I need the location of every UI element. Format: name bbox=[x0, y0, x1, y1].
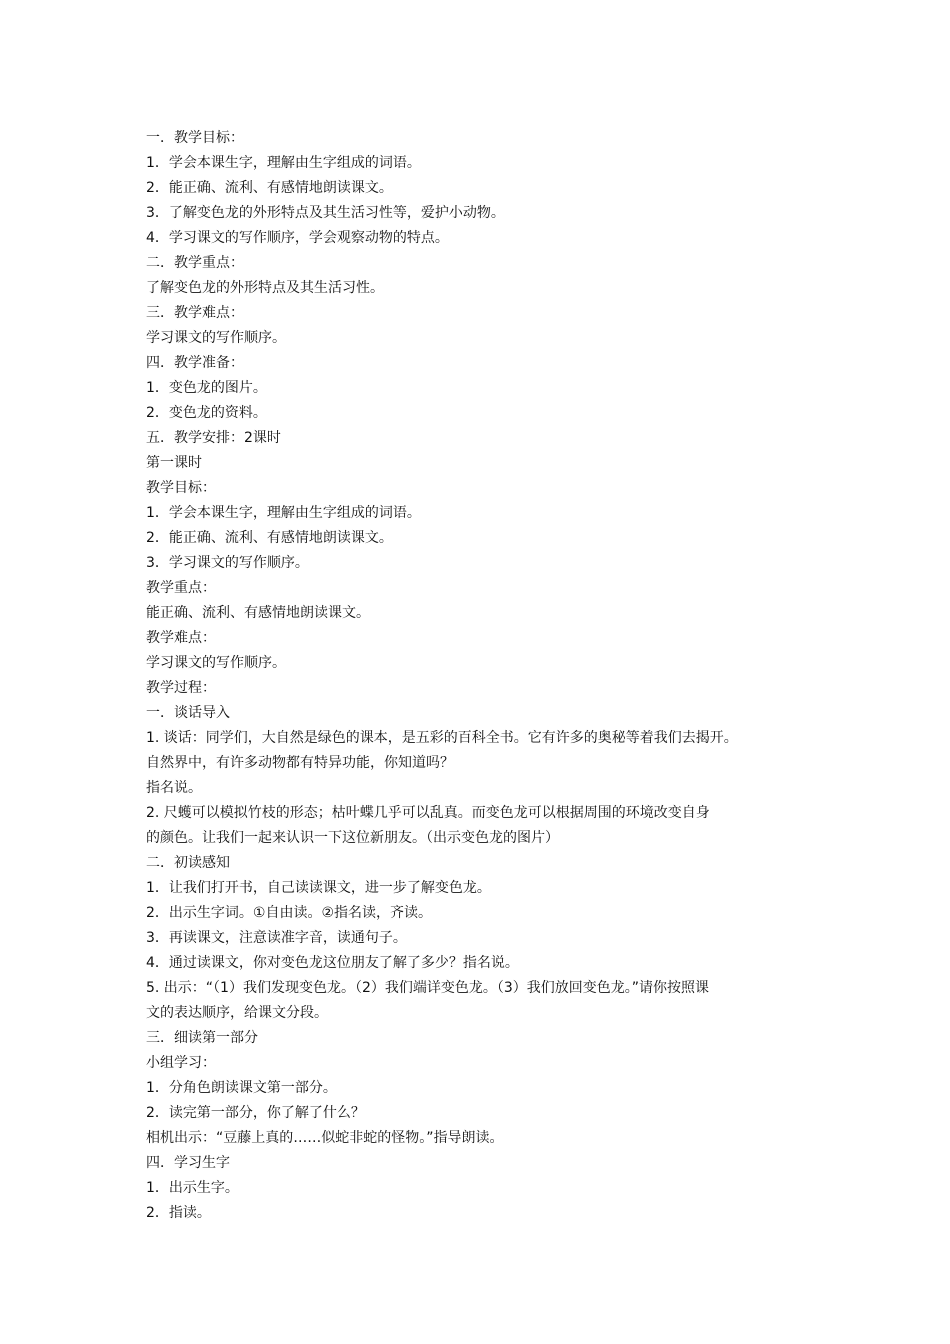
text-line: 3．学习课文的写作顺序。 bbox=[146, 555, 309, 571]
text-line: 2．能正确、流利、有感情地朗读课文。 bbox=[146, 180, 393, 196]
text-line: 一．教学目标： bbox=[146, 130, 244, 146]
text-line: 2．变色龙的资料。 bbox=[146, 405, 267, 421]
text-line: 教学目标： bbox=[146, 480, 216, 496]
text-line: 相机出示：“豆藤上真的……似蛇非蛇的怪物。”指导朗读。 bbox=[146, 1130, 504, 1146]
text-line: 2．出示生字词。①自由读。②指名读，齐读。 bbox=[146, 905, 433, 921]
text-line: 1．让我们打开书，自己读读课文，进一步了解变色龙。 bbox=[146, 880, 491, 896]
text-line: 教学重点： bbox=[146, 580, 216, 596]
text-line: 教学过程： bbox=[146, 680, 216, 696]
text-line: 3．再读课文，注意读准字音，读通句子。 bbox=[146, 930, 407, 946]
text-line: 1．分角色朗读课文第一部分。 bbox=[146, 1080, 337, 1096]
lesson-plan-text bbox=[146, 126, 826, 1226]
text-line: 2．读完第一部分，你了解了什么？ bbox=[146, 1105, 365, 1121]
text-line: 5. 出示：“（1）我们发现变色龙。（2）我们端详变色龙。（3）我们放回变色龙。”请你按照课 bbox=[146, 980, 710, 996]
text-line: 1. 谈话：同学们，大自然是绿色的课本，是五彩的百科全书。它有许多的奥秘等着我们去揭开。 bbox=[146, 730, 738, 746]
text-line: 教学难点： bbox=[146, 630, 216, 646]
text-line: 指名说。 bbox=[146, 780, 202, 796]
text-line: 文的表达顺序，给课文分段。 bbox=[146, 1005, 328, 1021]
text-line: 1．学会本课生字，理解由生字组成的词语。 bbox=[146, 155, 421, 171]
text-line: 2．指读。 bbox=[146, 1205, 211, 1221]
text-line: 学习课文的写作顺序。 bbox=[146, 330, 286, 346]
text-line: 1．出示生字。 bbox=[146, 1180, 239, 1196]
text-line: 小组学习： bbox=[146, 1055, 216, 1071]
text-line: 2. 尺蠖可以模拟竹枝的形态；枯叶蝶几乎可以乱真。而变色龙可以根据周围的环境改变自身 bbox=[146, 805, 710, 821]
text-line: 二．教学重点： bbox=[146, 255, 244, 271]
text-line: 1．学会本课生字，理解由生字组成的词语。 bbox=[146, 505, 421, 521]
text-line: 一．谈话导入 bbox=[146, 705, 230, 721]
text-line: 4．学习课文的写作顺序，学会观察动物的特点。 bbox=[146, 230, 449, 246]
text-line: 了解变色龙的外形特点及其生活习性。 bbox=[146, 280, 384, 296]
text-line: 第一课时 bbox=[146, 455, 202, 471]
text-line: 学习课文的写作顺序。 bbox=[146, 655, 286, 671]
text-line: 3．了解变色龙的外形特点及其生活习性等，爱护小动物。 bbox=[146, 205, 505, 221]
text-line: 1．变色龙的图片。 bbox=[146, 380, 267, 396]
text-line: 的颜色。让我们一起来认识一下这位新朋友。（出示变色龙的图片） bbox=[146, 830, 559, 846]
text-line: 4．通过读课文，你对变色龙这位朋友了解了多少？指名说。 bbox=[146, 955, 519, 971]
text-line: 三．教学难点： bbox=[146, 305, 244, 321]
text-line: 四．教学准备： bbox=[146, 355, 244, 371]
text-line: 四．学习生字 bbox=[146, 1155, 230, 1171]
text-line: 2．能正确、流利、有感情地朗读课文。 bbox=[146, 530, 393, 546]
text-line: 五．教学安排：2课时 bbox=[146, 430, 281, 446]
text-line: 三．细读第一部分 bbox=[146, 1030, 258, 1046]
text-line: 二．初读感知 bbox=[146, 855, 230, 871]
text-line: 能正确、流利、有感情地朗读课文。 bbox=[146, 605, 370, 621]
text-line: 自然界中，有许多动物都有特异功能，你知道吗？ bbox=[146, 755, 454, 771]
